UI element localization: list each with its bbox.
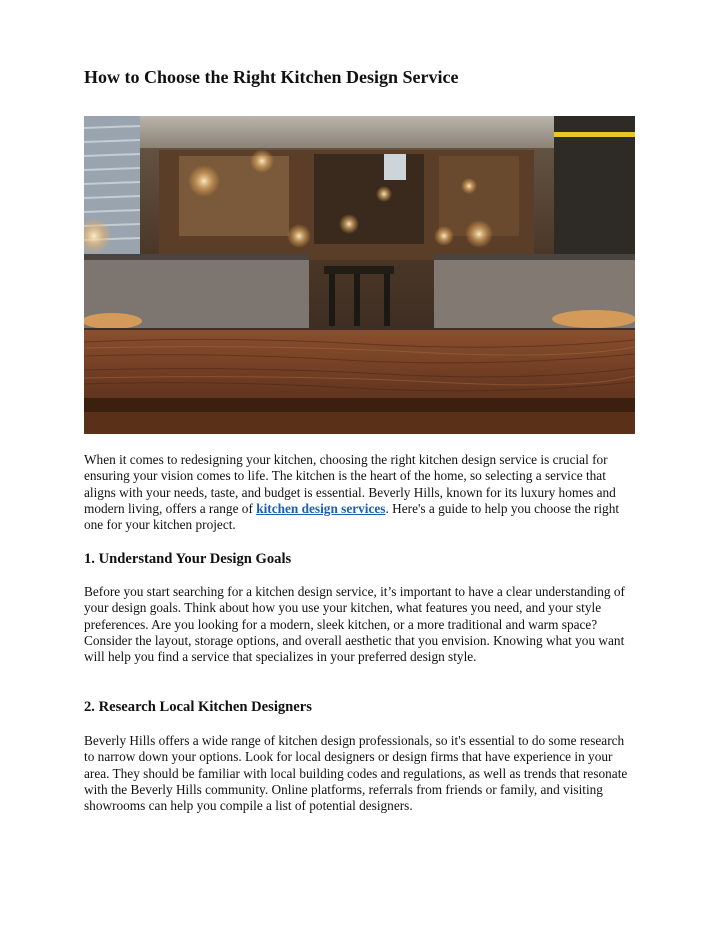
section-body-research-designers: Beverly Hills offers a wide range of kitchen design professionals, so it's essential to do some research to narrow down your options. Look for local designers or design firms that have experience in your area. They should be familiar with local building codes and regulations, as well as trends that resonate with the Beverly Hills community. Online platforms, referrals from friends or family, and visiting showrooms can help you compile a list of potential designers. bbox=[84, 733, 628, 814]
page-title: How to Choose the Right Kitchen Design Service bbox=[84, 67, 459, 87]
kitchen-design-services-link[interactable]: kitchen design services bbox=[256, 500, 386, 516]
hero-image bbox=[84, 116, 635, 434]
section-heading-research-designers: 2. Research Local Kitchen Designers bbox=[84, 699, 312, 715]
section-body-design-goals: Before you start searching for a kitchen design service, it’s important to have a clear understanding of your design goals. Think about how you use your kitchen, what features you need, and your style preferences. Are you looking for a modern, sleek kitchen, or a more traditional and warm space? Consider the layout, storage options, and overall aesthetic that you envision. Knowing what you want will help you find a service that specializes in your preferred design style. bbox=[84, 584, 625, 665]
intro-text-end: . Here's a guide to help you choose the right one for your kitchen project. bbox=[84, 500, 620, 533]
section-heading-design-goals: 1. Understand Your Design Goals bbox=[84, 551, 292, 567]
intro-paragraph bbox=[84, 452, 636, 533]
intro-text-start: When it comes to redesigning your kitchen, choosing the right kitchen design service is crucial for ensuring your vision comes to life. The kitchen is the heart of the home, so selecting a service that aligns with your needs, taste, and budget is essential. Beverly Hills, known for its luxury homes and modern living, offers a range of bbox=[84, 452, 616, 516]
restaurant-wood-table-image bbox=[84, 116, 635, 434]
